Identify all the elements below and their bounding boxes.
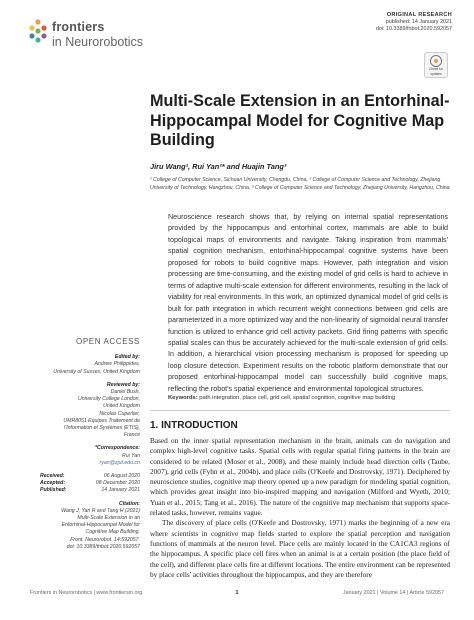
frontiers-logo-icon xyxy=(28,18,48,48)
page-number: 1 xyxy=(235,590,239,596)
check-for-updates-button[interactable] xyxy=(424,52,448,78)
article-sidebar xyxy=(40,338,140,551)
open-access-label[interactable]: OPEN ACCESS xyxy=(76,337,140,346)
footer-journal-link[interactable]: Frontiers in Neurorobotics | www.frontiersin.org xyxy=(30,590,143,596)
journal-logo[interactable] xyxy=(28,14,148,54)
reviewer-line: l'Information et Systèmes (ETIS), xyxy=(64,425,140,432)
date-label: Received: xyxy=(40,473,65,480)
editor-name: Andrew Philippides, xyxy=(94,361,140,368)
keywords-label: Keywords: xyxy=(168,395,198,401)
citation-line: Entorhinal-Hippocampal Model for xyxy=(61,522,140,529)
keywords xyxy=(168,394,450,402)
keywords-text: path integration, place cell, grid cell, spatial cognition, cognitive map building xyxy=(199,395,396,401)
intro-paragraph-1: Based on the inner spatial representation mechanism in the brain, animals can do navigation and complex high-level cognitive tasks. Spatial cells with regular spatial firing patterns in the brain are considered to be related (Moser et al., 2008), and these mainly include head direction cells (Taube, 2007), grid cells (Fyhn et al., 2004b), and place cells (O'Keefe and Dostrovsky, 1971). Deciphered by neuroscience studies, cognitive map theory opened up a new paradigm for modeling spatial cognition, which provides great insight into bio-inspired mapping and navigation (Milford and Wyeth, 2010; Yuan et al., 2015; Tang et al., 2016). The nature of the cognitive map mechanism that supports space-related tasks, however, remains vague. xyxy=(150,436,450,518)
date-value: 14 January 2021 xyxy=(101,487,140,494)
reviewer-line: Daniel Bush, xyxy=(110,389,140,396)
article-type: ORIGINAL RESEARCH xyxy=(386,12,452,18)
date-label: Accepted: xyxy=(40,480,66,487)
correspondence-label: *Correspondence: xyxy=(95,445,140,452)
introduction-text xyxy=(150,436,450,580)
check-updates-label-1: Check for xyxy=(429,67,443,71)
correspondence-email-link[interactable]: ryan@zjut.edu.cn xyxy=(99,459,140,466)
abstract: Neuroscience research shows that, by relying on internal spatial representations provided by the hippocampus and entorhinal cortex, mammals are able to build topological maps of environments and navigate. Taking inspiration from mammals' spatial cognition mechanism, entorhinal-hippocampal cognitive systems have been proposed for robots to build cognitive maps. However, path integration and vision processing are time-consuming, and the existing model of grid cells is hard to achieve in terms of adaptive multi-scale extension for different environments, resulting in the lack of viability for real environments. In this work, an optimized dynamical model of grid cells is built for path integration in which recurrent weight connections between grid cells are parameterized in a more optimized way and the non-linearity of sigmoidal neural transfer function is utilized to enhance grid cell activity packets. Grid firing patterns with specific spatial scales can thus be accurately achieved for the multi-scale extension of grid cells. In addition, a hierarchical vision processing mechanism is proposed for speeding up loop closure detection. Experiment results on the robotic platform demonstrate that our proposed entorhinal-hippocampal model can successfully build cognitive maps, reflecting the robot's spatial experience and environmental topological structures. xyxy=(168,213,448,393)
citation-doi-link[interactable]: doi: 10.3389/fnbot.2020.592057 xyxy=(66,543,140,550)
article-title: Multi-Scale Extension in an Entorhinal-Hippocampal Model for Cognitive Map Building xyxy=(150,92,450,149)
date-label: Published: xyxy=(40,487,67,494)
date-row xyxy=(40,487,140,494)
reviewer-line: France xyxy=(123,432,140,439)
affiliations: ¹ College of Computer Science, Sichuan University, Chengdu, China, ² College of Computer Science and Technology, Zhejiang University of Technology, Hangzhou, China, ³ College of Computer Science and Technology, Zhejiang University, Hangzhou, China xyxy=(150,177,450,191)
intro-paragraph-2: The discovery of place cells (O'Keefe and Dostrovsky, 1971) marks the beginning of a new era where scientists in cognitive map fields started to explore the spatial perception and navigation functions of mammals at the neuron level. Place cells are mainly located in the CA1CA3 regions of the hippocampus. A specific place cell fires when an animal is at a certain position (the place field of the cell), and different place cells fire at different locations. The entire environment can be represented by place cells' activities throughout the hippocampus, and they are therefore xyxy=(150,518,450,579)
update-icon xyxy=(430,55,442,67)
citation-line: Multi-Scale Extension in an xyxy=(77,515,140,522)
date-value: 08 December 2020 xyxy=(95,480,140,487)
reviewer-line: UMR8051 Equipes Traitement de xyxy=(63,417,140,424)
divider xyxy=(150,410,450,411)
edited-by-label: Edited by: xyxy=(114,354,140,361)
editor-affiliation: University of Sussex, United Kingdom xyxy=(53,368,140,375)
author-list[interactable]: Jiru Wang¹, Rui Yan²* and Huajin Tang³ xyxy=(150,162,287,171)
correspondence-name: Rui Yan xyxy=(122,452,140,459)
date-row xyxy=(40,473,140,480)
date-value: 06 August 2020 xyxy=(103,473,140,480)
article-doi[interactable]: doi: 10.3389/fnbot.2020.592057 xyxy=(375,26,452,32)
citation-line: Cognitive Map Building. xyxy=(85,529,140,536)
citation-line: Wang J, Yan R and Tang H (2021) xyxy=(61,507,140,514)
journal-brand: frontiers xyxy=(52,20,105,34)
section-heading: 1. INTRODUCTION xyxy=(150,420,238,431)
published-date: published: 14 January 2021 xyxy=(385,19,452,25)
reviewer-line: Nicolas Cuperlier, xyxy=(99,410,140,417)
article-header-info xyxy=(376,12,452,33)
date-row xyxy=(40,480,140,487)
citation-line: Front. Neurorobot. 14:592057. xyxy=(70,536,140,543)
citation-label: Citation: xyxy=(118,500,140,507)
footer-issue-info: January 2021 | Volume 14 | Article 592057 xyxy=(342,590,444,596)
reviewer-line: University College London, xyxy=(78,396,140,403)
reviewer-line: United Kingdom xyxy=(103,403,140,410)
journal-name: in Neurorobotics xyxy=(52,35,144,49)
check-updates-label-2: updates xyxy=(430,71,442,76)
reviewed-by-label: Reviewed by: xyxy=(106,381,140,388)
article-dates xyxy=(40,473,140,495)
